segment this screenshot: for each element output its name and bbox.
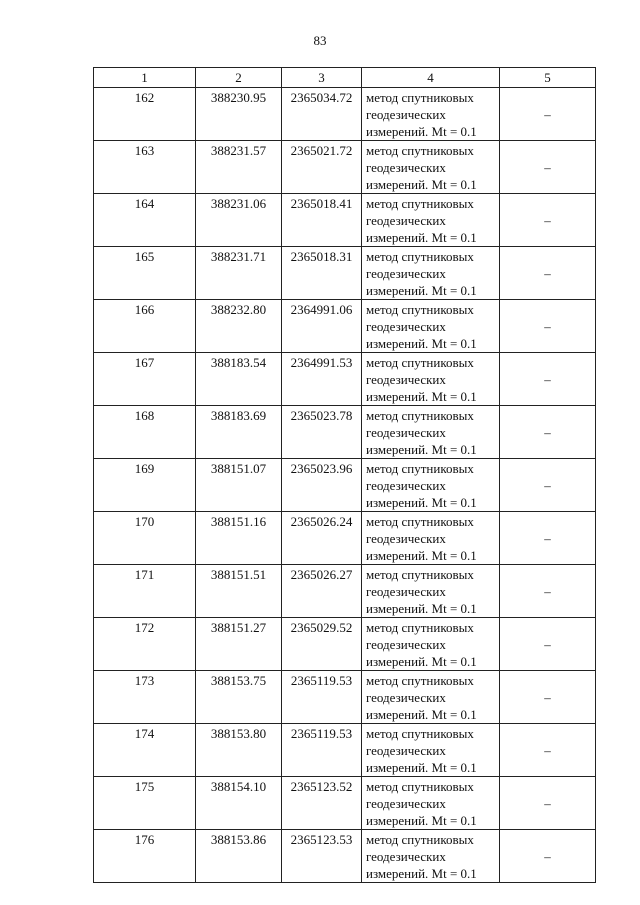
method-line-2: геодезических <box>366 849 446 864</box>
method-line-1: метод спутниковых <box>366 302 474 317</box>
table-row <box>94 777 596 830</box>
method-line-2: геодезических <box>366 160 446 175</box>
coord-y: 2364991.06 <box>282 300 362 353</box>
method-line-3: измерений. Mt = 0.1 <box>366 548 477 563</box>
method-line-2: геодезических <box>366 637 446 652</box>
method-description <box>362 459 500 512</box>
method-description <box>362 830 500 883</box>
method-line-3: измерений. Mt = 0.1 <box>366 177 477 192</box>
method-line-3: измерений. Mt = 0.1 <box>366 866 477 881</box>
point-number: 172 <box>94 618 196 671</box>
note-dash: – <box>500 724 596 777</box>
method-line-2: геодезических <box>366 531 446 546</box>
table-row <box>94 618 596 671</box>
coord-y: 2365123.53 <box>282 830 362 883</box>
table-header-row <box>94 68 596 88</box>
method-description <box>362 141 500 194</box>
header-col-1: 1 <box>94 68 196 88</box>
method-description <box>362 724 500 777</box>
method-line-2: геодезических <box>366 372 446 387</box>
method-line-3: измерений. Mt = 0.1 <box>366 124 477 139</box>
point-number: 165 <box>94 247 196 300</box>
table-row <box>94 194 596 247</box>
method-line-1: метод спутниковых <box>366 90 474 105</box>
method-line-1: метод спутниковых <box>366 620 474 635</box>
coord-x: 388154.10 <box>196 777 282 830</box>
note-dash: – <box>500 194 596 247</box>
note-dash: – <box>500 406 596 459</box>
coordinates-table <box>93 67 596 883</box>
method-line-3: измерений. Mt = 0.1 <box>366 442 477 457</box>
method-description <box>362 88 500 141</box>
method-description <box>362 777 500 830</box>
coord-y: 2365018.41 <box>282 194 362 247</box>
method-line-3: измерений. Mt = 0.1 <box>366 283 477 298</box>
note-dash: – <box>500 618 596 671</box>
table-row <box>94 141 596 194</box>
point-number: 164 <box>94 194 196 247</box>
coord-y: 2365023.78 <box>282 406 362 459</box>
coord-y: 2365018.31 <box>282 247 362 300</box>
method-description <box>362 512 500 565</box>
method-line-1: метод спутниковых <box>366 461 474 476</box>
table-row <box>94 671 596 724</box>
method-line-2: геодезических <box>366 584 446 599</box>
table-row <box>94 300 596 353</box>
coord-x: 388232.80 <box>196 300 282 353</box>
method-line-2: геодезических <box>366 319 446 334</box>
coord-x: 388183.69 <box>196 406 282 459</box>
point-number: 176 <box>94 830 196 883</box>
method-description <box>362 671 500 724</box>
method-line-1: метод спутниковых <box>366 355 474 370</box>
method-description <box>362 565 500 618</box>
note-dash: – <box>500 459 596 512</box>
method-line-3: измерений. Mt = 0.1 <box>366 654 477 669</box>
coord-y: 2365026.24 <box>282 512 362 565</box>
method-line-1: метод спутниковых <box>366 567 474 582</box>
method-line-2: геодезических <box>366 796 446 811</box>
coord-x: 388151.27 <box>196 618 282 671</box>
point-number: 171 <box>94 565 196 618</box>
table-row <box>94 406 596 459</box>
note-dash: – <box>500 777 596 830</box>
table-row <box>94 512 596 565</box>
coord-x: 388231.06 <box>196 194 282 247</box>
point-number: 163 <box>94 141 196 194</box>
header-col-3: 3 <box>282 68 362 88</box>
point-number: 175 <box>94 777 196 830</box>
method-line-1: метод спутниковых <box>366 408 474 423</box>
method-line-3: измерений. Mt = 0.1 <box>366 601 477 616</box>
method-line-2: геодезических <box>366 690 446 705</box>
page-number: 83 <box>313 33 327 48</box>
method-description <box>362 353 500 406</box>
method-line-3: измерений. Mt = 0.1 <box>366 760 477 775</box>
method-line-3: измерений. Mt = 0.1 <box>366 230 477 245</box>
method-line-3: измерений. Mt = 0.1 <box>366 336 477 351</box>
coord-y: 2365119.53 <box>282 671 362 724</box>
method-line-2: геодезических <box>366 743 446 758</box>
table-row <box>94 724 596 777</box>
coord-y: 2365123.52 <box>282 777 362 830</box>
coord-x: 388230.95 <box>196 88 282 141</box>
coord-y: 2365034.72 <box>282 88 362 141</box>
header-col-2: 2 <box>196 68 282 88</box>
method-line-1: метод спутниковых <box>366 673 474 688</box>
note-dash: – <box>500 671 596 724</box>
note-dash: – <box>500 565 596 618</box>
table-row <box>94 353 596 406</box>
note-dash: – <box>500 88 596 141</box>
coord-y: 2364991.53 <box>282 353 362 406</box>
table-row <box>94 88 596 141</box>
method-description <box>362 406 500 459</box>
coord-y: 2365119.53 <box>282 724 362 777</box>
method-line-2: геодезических <box>366 107 446 122</box>
table-row <box>94 565 596 618</box>
table-row <box>94 830 596 883</box>
point-number: 169 <box>94 459 196 512</box>
note-dash: – <box>500 830 596 883</box>
method-description <box>362 300 500 353</box>
method-line-3: измерений. Mt = 0.1 <box>366 389 477 404</box>
method-line-2: геодезических <box>366 478 446 493</box>
method-line-3: измерений. Mt = 0.1 <box>366 813 477 828</box>
method-line-2: геодезических <box>366 213 446 228</box>
method-line-1: метод спутниковых <box>366 196 474 211</box>
header-col-5: 5 <box>500 68 596 88</box>
coord-y: 2365023.96 <box>282 459 362 512</box>
coord-x: 388153.86 <box>196 830 282 883</box>
point-number: 168 <box>94 406 196 459</box>
point-number: 167 <box>94 353 196 406</box>
note-dash: – <box>500 512 596 565</box>
method-description <box>362 194 500 247</box>
method-line-3: измерений. Mt = 0.1 <box>366 495 477 510</box>
note-dash: – <box>500 141 596 194</box>
method-line-3: измерений. Mt = 0.1 <box>366 707 477 722</box>
coord-x: 388231.71 <box>196 247 282 300</box>
method-description <box>362 618 500 671</box>
point-number: 170 <box>94 512 196 565</box>
method-line-1: метод спутниковых <box>366 143 474 158</box>
method-line-1: метод спутниковых <box>366 726 474 741</box>
coord-x: 388231.57 <box>196 141 282 194</box>
method-line-2: геодезических <box>366 266 446 281</box>
method-line-1: метод спутниковых <box>366 832 474 847</box>
coord-y: 2365026.27 <box>282 565 362 618</box>
note-dash: – <box>500 353 596 406</box>
coord-y: 2365021.72 <box>282 141 362 194</box>
method-line-1: метод спутниковых <box>366 779 474 794</box>
table-row <box>94 459 596 512</box>
method-description <box>362 247 500 300</box>
coord-x: 388151.07 <box>196 459 282 512</box>
note-dash: – <box>500 300 596 353</box>
point-number: 174 <box>94 724 196 777</box>
table-row <box>94 247 596 300</box>
coord-y: 2365029.52 <box>282 618 362 671</box>
header-col-4: 4 <box>362 68 500 88</box>
point-number: 166 <box>94 300 196 353</box>
point-number: 162 <box>94 88 196 141</box>
coord-x: 388153.75 <box>196 671 282 724</box>
coord-x: 388151.51 <box>196 565 282 618</box>
note-dash: – <box>500 247 596 300</box>
method-line-1: метод спутниковых <box>366 514 474 529</box>
coord-x: 388183.54 <box>196 353 282 406</box>
method-line-2: геодезических <box>366 425 446 440</box>
method-line-1: метод спутниковых <box>366 249 474 264</box>
coord-x: 388153.80 <box>196 724 282 777</box>
coord-x: 388151.16 <box>196 512 282 565</box>
point-number: 173 <box>94 671 196 724</box>
